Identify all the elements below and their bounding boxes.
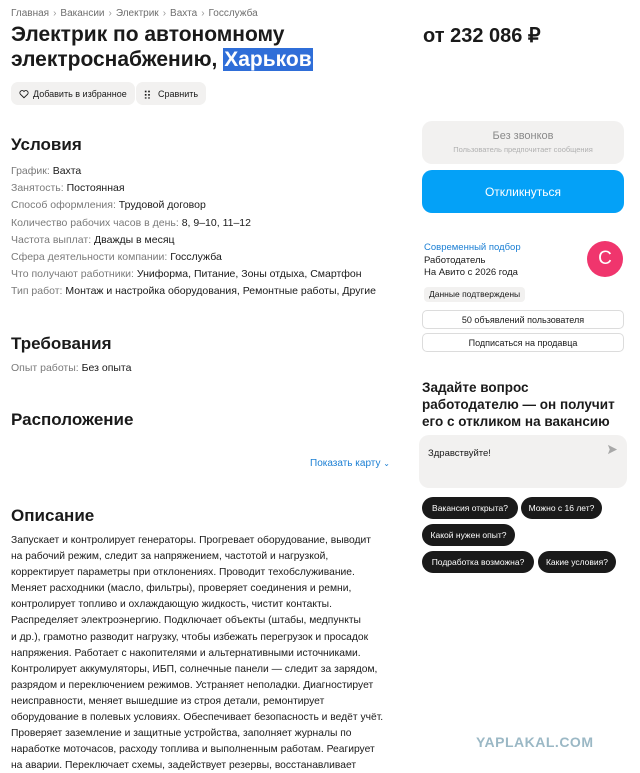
- breadcrumb: [11, 8, 258, 19]
- description-line: Запускает и контролирует генераторы. Прогревает оборудование, выводит: [11, 535, 371, 546]
- description-heading: Описание: [11, 506, 95, 525]
- description-line: контролирует топливо и охлаждающую жидкость, чистит контакты.: [11, 599, 332, 611]
- description-line: и др.), грамотно разводит нагрузку, чтобы избежать перегрузок и просадок: [11, 631, 369, 643]
- description-line: Меняет расходники (масло, фильтры), проверяет соединения и ремни,: [11, 583, 352, 595]
- watermark: YAPLAKAL.COM: [476, 734, 594, 750]
- ask-employer-heading: Задайте вопрос работодателю — он получит его с откликом на вакансию: [422, 380, 615, 429]
- description-line: на рабочий режим, следит за напряжением, частотой и нагрузкой,: [11, 551, 329, 563]
- quick-question-button[interactable]: Какой нужен опыт?: [422, 524, 515, 546]
- message-box: [419, 435, 627, 488]
- respond-button[interactable]: Откликнуться: [422, 170, 624, 213]
- add-to-favorites-button[interactable]: [11, 82, 135, 105]
- description-line: наработке моточасов, расходу топлива и выполненным работам. Реагирует: [11, 744, 375, 756]
- condition-contract: Способ оформления: Трудовой договор: [11, 199, 206, 212]
- salary-price: от 232 086 ₽: [423, 25, 541, 47]
- description-line: Распределяет электроэнергию. Подключает объекты (штабы, медпункты: [11, 615, 361, 627]
- title-main: Электрик по автономному электроснабжению,: [11, 23, 285, 71]
- seller-name-link[interactable]: Современный подбор: [424, 242, 521, 253]
- chevron-down-icon: ⌄: [383, 459, 390, 468]
- seller-listings-button[interactable]: 50 объявлений пользователя: [422, 310, 624, 329]
- requirement-experience: Опыт работы: Без опыта: [11, 362, 132, 374]
- compare-label: Сравнить: [158, 88, 199, 99]
- condition-schedule: График: Вахта: [11, 165, 82, 177]
- no-calls-button[interactable]: [422, 121, 624, 164]
- conditions-heading: Условия: [11, 135, 82, 154]
- breadcrumb-vacancies[interactable]: Вакансии: [60, 8, 105, 19]
- condition-payment-frequency: Частота выплат: Дважды в месяц: [11, 233, 175, 246]
- breadcrumb-shift[interactable]: Вахта: [170, 8, 198, 19]
- verified-badge: Данные подтверждены: [424, 287, 525, 302]
- quick-question-button[interactable]: Можно с 16 лет?: [521, 497, 602, 519]
- compare-icon: [144, 89, 154, 99]
- description-line: Контролирует аккумуляторы, ИБП, солнечные панели — следит за зарядом,: [11, 663, 378, 675]
- condition-work-type: Тип работ: Монтаж и настройка оборудования, Ремонтные работы, Другие: [11, 285, 376, 298]
- breadcrumb-separator: ›: [201, 8, 205, 19]
- description-line: Проверяет заземление и защитные устройства, заполняет журналы по: [11, 728, 352, 740]
- heart-icon: [19, 89, 29, 99]
- description-line: оборудование в полевых условиях. Обеспечивает безопасность и ведёт учёт.: [11, 712, 384, 724]
- requirements-heading: Требования: [11, 334, 112, 353]
- seller-since: На Авито с 2026 года: [424, 267, 518, 278]
- avatar[interactable]: С: [587, 241, 623, 277]
- description-line: неисправности, меняет вышедшие из строя детали, ремонтирует: [11, 695, 325, 707]
- conditions-list: [11, 163, 411, 301]
- show-map-link[interactable]: Показать карту ⌄: [310, 458, 390, 469]
- description-text: [11, 533, 391, 773]
- message-input[interactable]: [428, 448, 588, 459]
- subscribe-seller-button[interactable]: Подписаться на продавца: [422, 333, 624, 352]
- no-calls-title: Без звонков: [492, 130, 554, 142]
- breadcrumb-separator: ›: [108, 8, 112, 19]
- breadcrumb-separator: ›: [53, 8, 57, 19]
- condition-company-sector: Сфера деятельности компании: Госслужба: [11, 250, 222, 263]
- description-line: разрядом и переключением режимов. Устраняет неполадки. Диагностирует: [11, 679, 374, 691]
- condition-hours: Количество рабочих часов в день: 8, 9–10, 11–12: [11, 216, 251, 229]
- send-icon[interactable]: [607, 444, 618, 455]
- page-title: [11, 22, 391, 72]
- condition-benefits: Что получают работники: Униформа, Питание, Зоны отдыха, Смартфон: [11, 268, 362, 281]
- description-line: напряжения. Работает с накопителями и альтернативными источниками.: [11, 647, 361, 659]
- breadcrumb-home[interactable]: Главная: [11, 8, 50, 19]
- breadcrumb-separator: ›: [162, 8, 167, 19]
- no-calls-subtitle: Пользователь предпочитает сообщения: [453, 145, 593, 154]
- quick-question-button[interactable]: Подработка возможна?: [422, 551, 534, 573]
- seller-role: Работодатель: [424, 255, 486, 266]
- title-city-highlighted: Харьков: [224, 48, 312, 71]
- quick-question-button[interactable]: Вакансия открыта?: [422, 497, 518, 519]
- description-line: корректирует параметры при отклонениях. Проводит техобслуживание.: [11, 567, 355, 579]
- quick-question-button[interactable]: Какие условия?: [538, 551, 616, 573]
- location-heading: Расположение: [11, 410, 134, 429]
- add-to-favorites-label: Добавить в избранное: [33, 88, 127, 99]
- breadcrumb-electrician[interactable]: Электрик: [115, 8, 159, 19]
- description-line: на аварии. Переключает схемы, задействует резервы, восстанавливает: [11, 760, 357, 772]
- condition-employment: Занятость: Постоянная: [11, 182, 125, 195]
- compare-button[interactable]: [136, 82, 206, 105]
- breadcrumb-public-service[interactable]: Госслужба: [208, 8, 258, 19]
